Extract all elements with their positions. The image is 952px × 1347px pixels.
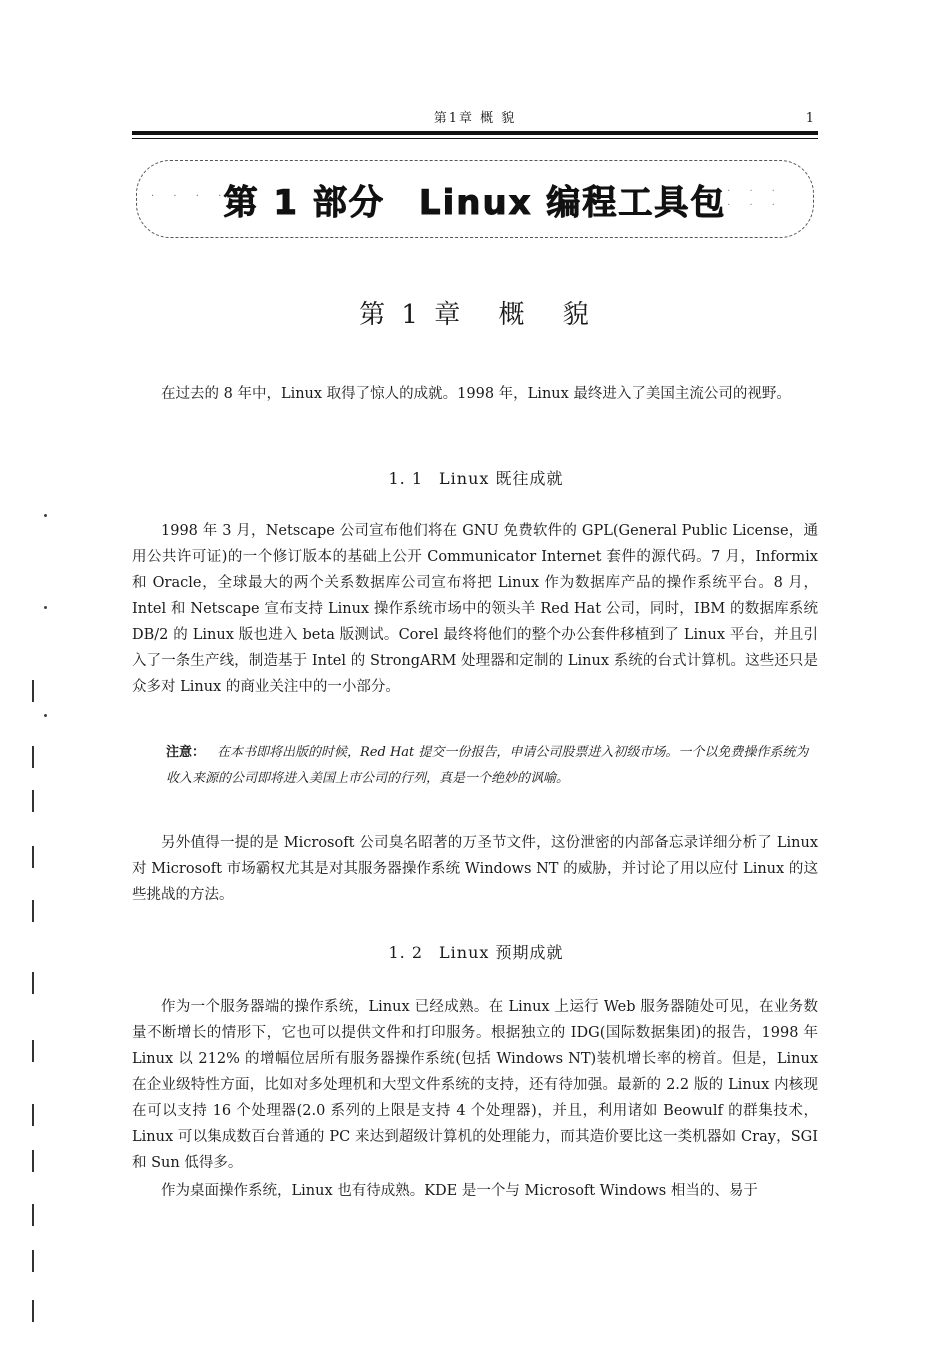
chapter-word-2: 貌: [562, 300, 593, 330]
scan-margin-mark: [32, 1104, 34, 1126]
section-1-paragraph: 1998 年 3 月，Netscape 公司宣布他们将在 GNU 免费软件的 GPL(General Public License，通用公共许可证)的一个修订版本的基础上公开 Communicator Internet 套件的源代码。7 月，Informix 和 Oracle，全球最大的两个关系数据库公司宣布将把 Linux 作为数据库产品的操作系统平台。8 月，Intel 和 Netscape 宣布支持 Linux 操作系统市场中的领头羊 Red Hat 公司，同时，IBM 的数据库系统 DB/2 的 Linux 版也进入 beta 版测试。Corel 最终将他们的整个办公套件移植到了 Linux 平台，并且引入了一条生产线，制造基于 Intel 的 StrongARM 处理器和定制的 Linux 系统的台式计算机。这些还只是众多对 Linux 的商业关注中的一小部分。: [132, 523, 818, 695]
scan-speck: [44, 514, 47, 517]
banner-dots-right: · · · · · · · ·: [704, 186, 783, 211]
part-label: 第 1 部分: [223, 183, 385, 223]
part-name: Linux 编程工具包: [418, 183, 727, 223]
running-header: [132, 108, 818, 130]
chapter-title: [0, 294, 952, 331]
scan-margin-mark: [32, 790, 34, 812]
scan-margin-mark: [32, 1204, 34, 1226]
scan-margin-mark: [32, 900, 34, 922]
section-number: 1. 1: [388, 469, 424, 488]
section-2-paragraph-1: 作为一个服务器端的操作系统，Linux 已经成熟。在 Linux 上运行 Web 服务器随处可见，在业务数量不断增长的情形下，它也可以提供文件和打印服务。根据独立的 IDG(国际数据集团)的报告，1998 年 Linux 以 212% 的增幅位居所有服务器操作系统(包括 Windows NT)装机增长率的榜首。但是，Linux 在企业级特性方面，比如对多处理机和大型文件系统的支持，还有待加强。最新的 2.2 版的 Linux 内核现在可以支持 16 个处理器(2.0 系列的上限是支持 4 个处理器)，并且，利用诸如 Beowulf 的群集技术，Linux 可以集成数百台普通的 PC 来达到超级计算机的处理能力，而其造价要比这一类机器如 Cray，SGI 和 Sun 低得多。: [132, 999, 818, 1171]
note-text: 在本书即将出版的时候，Red Hat 提交一份报告，申请公司股票进入初级市场。一个以免费操作系统为收入来源的公司即将进入美国上市公司的行列，真是一个绝妙的讽喻。: [166, 745, 809, 786]
scan-margin-mark: [32, 1250, 34, 1272]
scan-margin-mark: [32, 972, 34, 994]
chapter-word-1: 概: [498, 300, 529, 330]
header-rule-thick: [132, 131, 818, 135]
section-title: Linux 既往成就: [439, 469, 564, 488]
scan-margin-mark: [32, 680, 34, 702]
intro-paragraph: 在过去的 8 年中，Linux 取得了惊人的成就。1998 年，Linux 最终进入了美国主流公司的视野。: [161, 386, 791, 402]
running-chapter-title: 第1章 概 貌: [433, 111, 517, 126]
header-rule-thin: [132, 138, 818, 139]
scan-speck: [44, 714, 47, 717]
scan-margin-mark: [32, 1040, 34, 1062]
scan-speck: [44, 606, 47, 609]
scan-margin-mark: [32, 846, 34, 868]
part-title: [137, 175, 813, 224]
scan-margin-mark: [32, 1300, 34, 1322]
section-heading-1: [0, 466, 952, 489]
section-2-paragraph-2: 作为桌面操作系统，Linux 也有待成熟。KDE 是一个与 Microsoft Windows 相当的、易于: [161, 1183, 758, 1199]
halloween-paragraph: 另外值得一提的是 Microsoft 公司臭名昭著的万圣节文件，这份泄密的内部备忘录详细分析了 Linux 对 Microsoft 市场霸权尤其是对其服务器操作系统 Windows NT 的威胁，并讨论了用以应付 Linux 的这些挑战的方法。: [132, 835, 818, 903]
note-label: 注意：: [166, 745, 206, 760]
section-title: Linux 预期成就: [439, 943, 564, 962]
section-number: 1. 2: [388, 943, 424, 962]
scan-margin-mark: [32, 746, 34, 768]
banner-dots-left: · · · · ·: [151, 191, 252, 202]
section-heading-2: [0, 940, 952, 963]
note-block: [166, 740, 818, 792]
scan-margin-mark: [32, 1150, 34, 1172]
part-banner: [136, 160, 814, 238]
chapter-number: 第 1 章: [359, 300, 465, 330]
page-number: 1: [805, 111, 814, 126]
